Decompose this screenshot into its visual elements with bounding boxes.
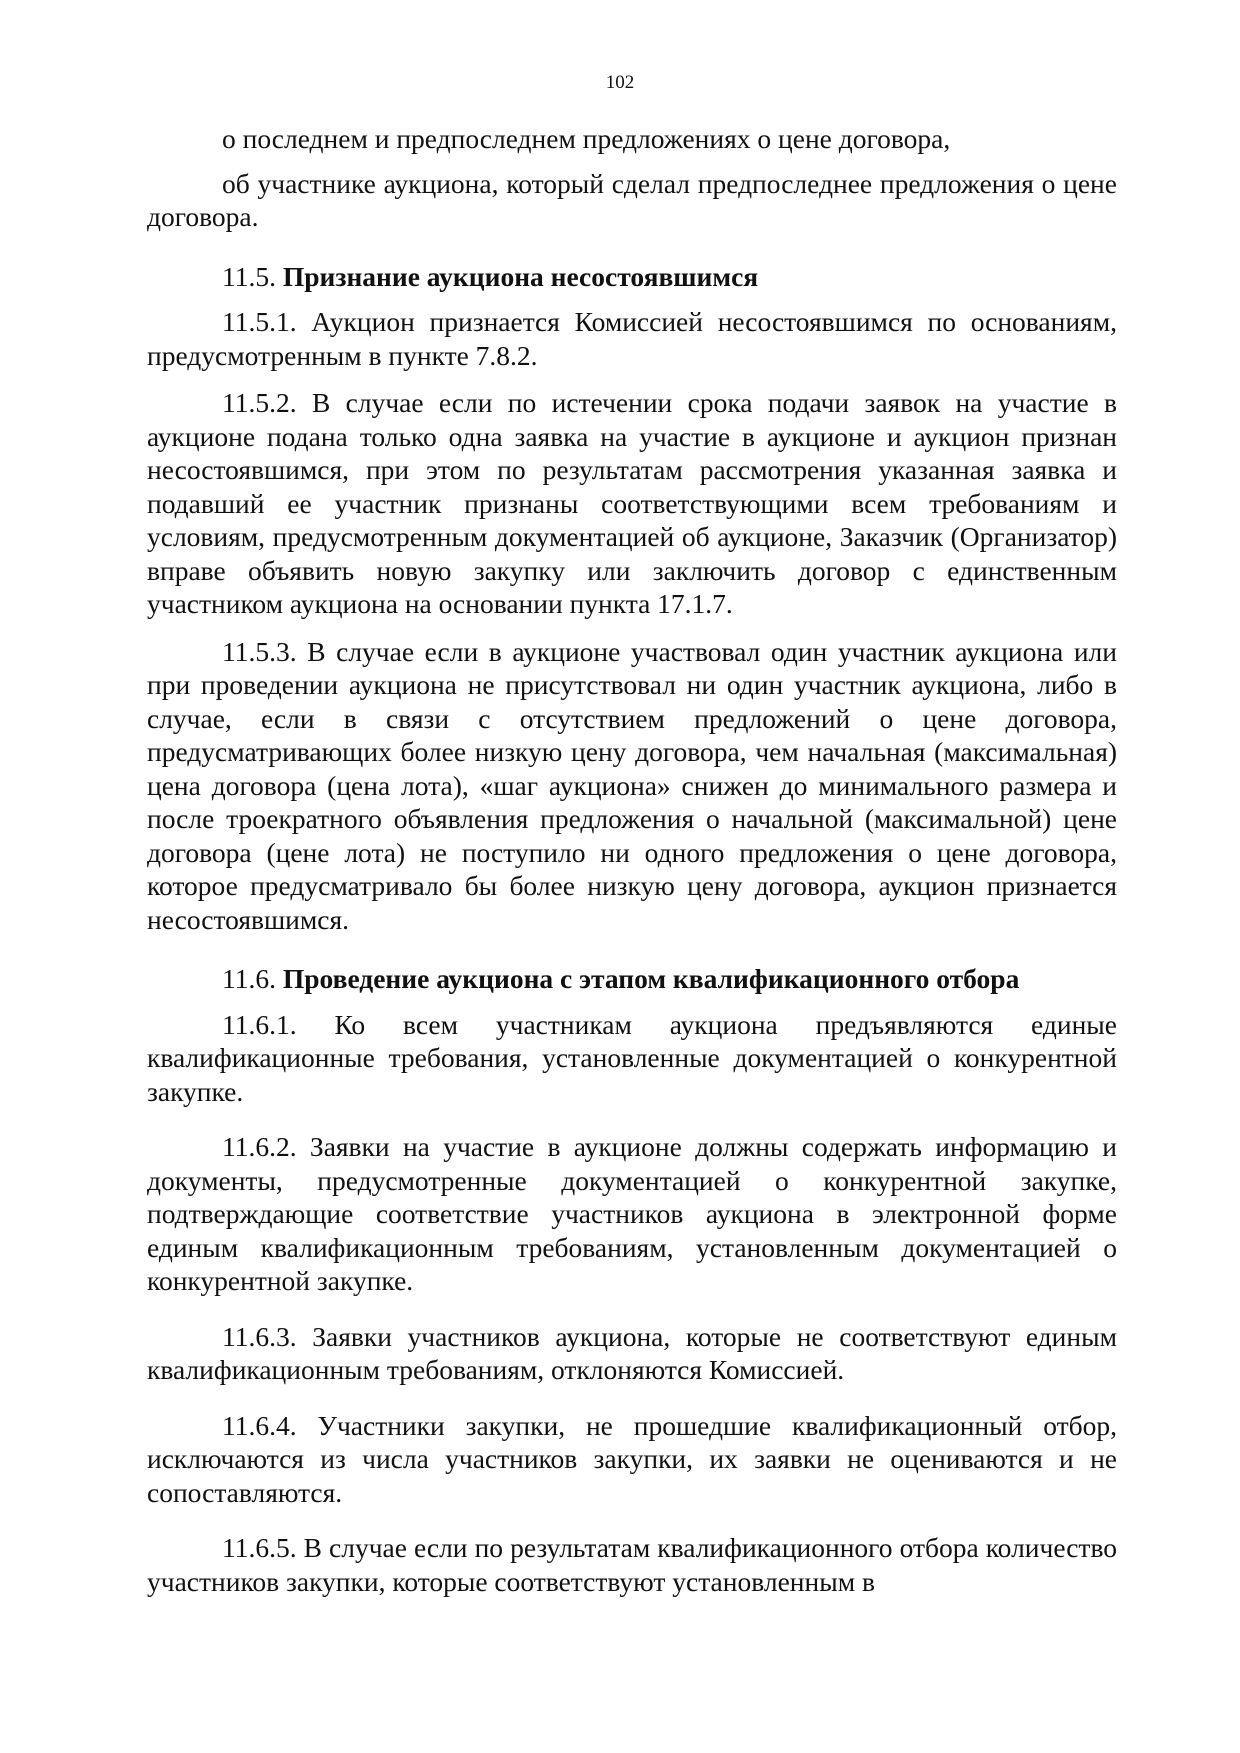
paragraph-11-6-1: 11.6.1. Ко всем участникам аукциона предъявляются единые квалификационные требования, установленные документацией о конкурентной закупке. xyxy=(147,1008,1117,1107)
paragraph-11-5-1: 11.5.1. Аукцион признается Комиссией несостоявшимся по основаниям, предусмотренным в пункте 7.8.2. xyxy=(147,306,1117,371)
section-title: Признание аукциона несостоявшимся xyxy=(282,260,759,292)
section-heading-11-5 xyxy=(147,260,1117,294)
section-heading-11-6 xyxy=(147,962,1117,996)
paragraph-last-offers: о последнем и предпоследнем предложениях о цене договора, xyxy=(222,123,951,154)
paragraph-11-6-3: 11.6.3. Заявки участников аукциона, которые не соответствуют единым квалификационным требованиям, отклоняются Комиссией. xyxy=(147,1320,1117,1385)
paragraph-penultimate-participant: об участнике аукциона, который сделал предпоследнее предложения о цене договора. xyxy=(147,167,1117,232)
paragraph-11-5-2: 11.5.2. В случае если по истечении срока подачи заявок на участие в аукционе подана только одна заявка на участие в аукционе и аукцион признан несостоявшимся, при этом по результатам рассмотрения указанная заявка и подавший ее участник признаны соответствующими всем требованиям и условиям, предусмотренным документацией об аукционе, Заказчик (Организатор) вправе объявить новую закупку или заключить договор с единственным участником аукциона на основании пункта 17.1.7. xyxy=(147,387,1117,619)
paragraph-11-6-2: 11.6.2. Заявки на участие в аукционе должны содержать информацию и документы, предусмотренные документацией о конкурентной закупке, подтверждающие соответствие участников аукциона в электронной форме единым квалификационным требованиям, установленным документацией о конкурентной закупке. xyxy=(147,1131,1117,1296)
paragraph-11-6-5: 11.6.5. В случае если по результатам квалификационного отбора количество участников закупки, которые соответствуют установленным в xyxy=(147,1532,1117,1597)
paragraph-11-5-3: 11.5.3. В случае если в аукционе участвовал один участник аукциона или при проведении аукциона не присутствовал ни один участник аукциона, либо в случае, если в связи с отсутствием предложений о цене договора, предусматривающих более низкую цену договора, чем начальная (максимальная) цена договора (цена лота), «шаг аукциона» снижен до минимального размера и после троекратного объявления предложения о начальной (максимальной) цене договора (цене лота) не поступило ни одного предложения о цене договора, которое предусматривало бы более низкую цену договора, аукцион признается несостоявшимся. xyxy=(147,635,1117,935)
document-body xyxy=(147,122,1117,1612)
page-number: 102 xyxy=(605,72,635,93)
section-number: 11.6. xyxy=(222,963,276,994)
paragraph-11-6-4: 11.6.4. Участники закупки, не прошедшие квалификационный отбор, исключаются из числа участников закупки, их заявки не оцениваются и не сопоставляются. xyxy=(147,1409,1117,1508)
section-number: 11.5. xyxy=(222,260,276,292)
section-title: Проведение аукциона с этапом квалификационного отбора xyxy=(282,963,1020,994)
